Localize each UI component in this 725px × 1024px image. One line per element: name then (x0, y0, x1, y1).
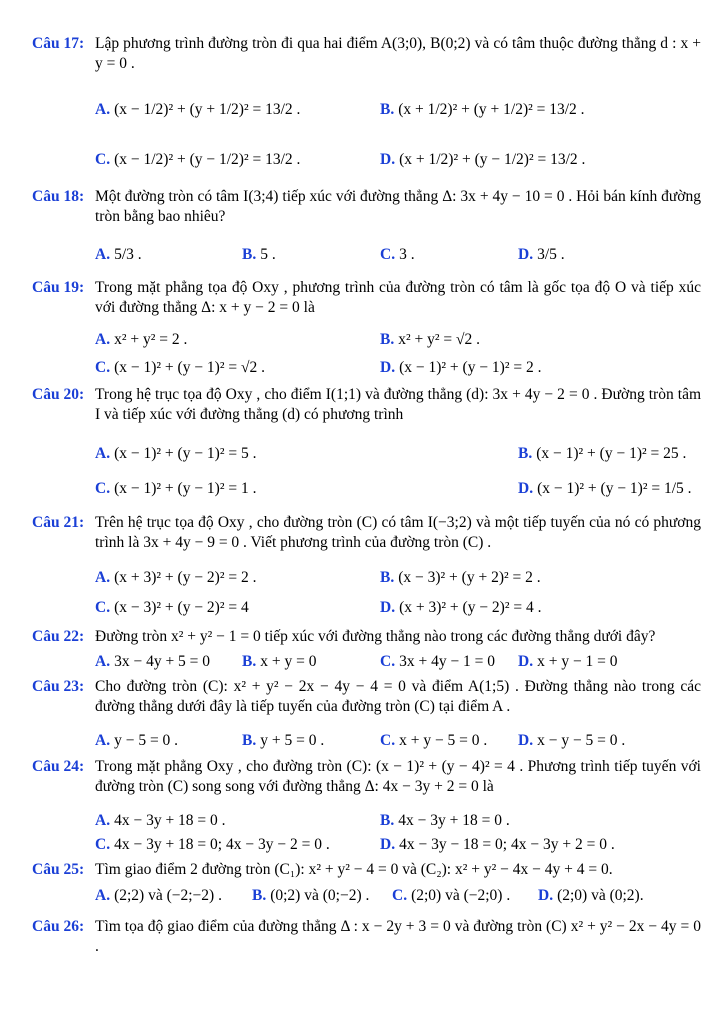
option-d (380, 358, 541, 378)
option-c (95, 479, 256, 499)
option-label: D. (380, 151, 396, 168)
option-label: C. (95, 599, 111, 616)
option-label: A. (95, 887, 111, 904)
question-label: Câu 20: (32, 386, 85, 403)
question-24 (32, 757, 701, 803)
question-text: Một đường tròn có tâm I(3;4) tiếp xúc với đường thẳng Δ: 3x + 4y − 10 = 0 . Hỏi bán kính đường tròn bằng bao nhiêu? (95, 188, 701, 225)
option-label: B. (380, 101, 395, 118)
option-label: D. (380, 599, 396, 616)
question-label: Câu 22: (32, 628, 85, 645)
question-22 (32, 627, 701, 649)
option-d (380, 150, 585, 170)
option-text: (x − 1)² + (y − 1)² = 1/5 . (537, 480, 692, 497)
question-label: Câu 18: (32, 188, 85, 205)
option-text: 3x + 4y − 1 = 0 (399, 653, 496, 670)
option-label: C. (95, 480, 111, 497)
option-text: 3x − 4y + 5 = 0 (114, 653, 211, 670)
option-b (380, 568, 541, 588)
option-c (380, 245, 415, 265)
option-text: (x − 1)² + (y − 1)² = 5 . (114, 445, 257, 462)
question-18 (32, 187, 701, 233)
option-label: C. (392, 887, 408, 904)
option-label: B. (242, 246, 257, 263)
option-d (518, 731, 625, 751)
option-label: B. (380, 331, 395, 348)
option-label: A. (95, 331, 111, 348)
question-17 (32, 34, 701, 80)
option-label: B. (380, 569, 395, 586)
option-c (95, 358, 265, 378)
option-label: D. (380, 359, 396, 376)
option-label: A. (95, 812, 111, 829)
option-text: 3 . (399, 246, 415, 263)
option-a (95, 568, 256, 588)
option-a (95, 245, 142, 265)
option-d (538, 886, 644, 906)
option-text: x² + y² = 2 . (114, 331, 188, 348)
option-d (380, 598, 541, 618)
option-d (518, 479, 692, 499)
question-text: Trong mặt phẳng Oxy , cho đường tròn (C): (x − 1)² + (y − 4)² = 4 . Phương trình tiếp tuyến với đường tròn (C) song song với đường thẳng Δ: 4x − 3y + 2 = 0 là (95, 758, 701, 795)
option-text: (2;2) và (−2;−2) . (114, 887, 222, 904)
question-text: Trên hệ trục tọa độ Oxy , cho đường tròn (C) có tâm I(−3;2) và một tiếp tuyến của nó có phương trình là 3x + 4y − 9 = 0 . Viết phương trình của đường tròn (C) . (95, 514, 701, 551)
question-label: Câu 24: (32, 758, 85, 775)
option-text: 4x − 3y − 18 = 0; 4x − 3y + 2 = 0 . (399, 836, 615, 853)
question-label: Câu 23: (32, 678, 85, 695)
option-label: C. (380, 653, 396, 670)
question-26 (32, 917, 701, 963)
option-d (518, 245, 565, 265)
option-label: B. (252, 887, 267, 904)
question-label: Câu 17: (32, 35, 85, 52)
option-text: x − y − 5 = 0 . (537, 732, 626, 749)
option-text: x² + y² = √2 . (398, 331, 481, 348)
question-23 (32, 677, 701, 723)
question-21 (32, 513, 701, 559)
option-b (518, 444, 686, 464)
option-text: (x − 1)² + (y − 1)² = 25 . (536, 445, 687, 462)
option-label: B. (380, 812, 395, 829)
option-text: (x − 1/2)² + (y − 1/2)² = 13/2 . (114, 151, 301, 168)
option-text: (2;0) và (0;2). (557, 887, 644, 904)
option-text: (x + 3)² + (y − 2)² = 2 . (114, 569, 257, 586)
option-a (95, 100, 300, 120)
option-d (380, 835, 615, 855)
option-c (380, 731, 487, 751)
option-text: (x − 3)² + (y − 2)² = 4 (114, 599, 249, 616)
option-b (252, 886, 369, 906)
option-d (518, 652, 618, 672)
question-label: Câu 21: (32, 514, 85, 531)
option-label: A. (95, 101, 111, 118)
option-text: (x − 3)² + (y + 2)² = 2 . (398, 569, 541, 586)
option-c (95, 598, 249, 618)
option-label: D. (518, 732, 534, 749)
option-text: 5/3 . (114, 246, 142, 263)
option-text: y + 5 = 0 . (260, 732, 325, 749)
option-text: x + y = 0 (260, 653, 317, 670)
option-text: x + y − 1 = 0 (537, 653, 618, 670)
option-label: C. (380, 246, 396, 263)
option-label: D. (518, 480, 534, 497)
option-label: C. (95, 151, 111, 168)
option-b (380, 100, 585, 120)
question-text: Đường tròn x² + y² − 1 = 0 tiếp xúc với đường thẳng nào trong các đường thẳng dưới đây? (95, 628, 656, 645)
question-text: Lập phương trình đường tròn đi qua hai điểm A(3;0), B(0;2) và có tâm thuộc đường thẳng d : x + y = 0 . (95, 35, 701, 72)
option-text: 4x − 3y + 18 = 0 . (398, 812, 510, 829)
option-a (95, 444, 256, 464)
option-text: (x − 1)² + (y − 1)² = 1 . (114, 480, 257, 497)
option-text: x + y − 5 = 0 . (399, 732, 488, 749)
option-text: (2;0) và (−2;0) . (411, 887, 511, 904)
option-text: 4x − 3y + 18 = 0; 4x − 3y − 2 = 0 . (114, 836, 330, 853)
option-text: (0;2) và (0;−2) . (270, 887, 370, 904)
option-text: (x + 3)² + (y − 2)² = 4 . (399, 599, 542, 616)
option-c (392, 886, 510, 906)
option-b (380, 811, 510, 831)
option-text: (x + 1/2)² + (y − 1/2)² = 13/2 . (399, 151, 586, 168)
option-a (95, 330, 187, 350)
option-b (242, 245, 276, 265)
question-text: Trong mặt phẳng tọa độ Oxy , phương trình của đường tròn có tâm là gốc tọa độ O và tiếp xúc với đường thẳng Δ: x + y − 2 = 0 là (95, 279, 701, 316)
question-text: Tìm giao điểm 2 đường tròn (C₁): x² + y² − 4 = 0 và (C₂): x² + y² − 4x − 4y + 4 = 0. (95, 861, 613, 878)
question-25 (32, 860, 701, 882)
question-text: Cho đường tròn (C): x² + y² − 2x − 4y − 4 = 0 và điểm A(1;5) . Đường thẳng nào trong các đường thẳng dưới đây là tiếp tuyến của đường tròn (C) tại điểm A . (95, 678, 701, 715)
option-label: A. (95, 732, 111, 749)
option-label: B. (242, 653, 257, 670)
option-a (95, 811, 226, 831)
question-20 (32, 385, 701, 431)
question-text: Trong hệ trục tọa độ Oxy , cho điểm I(1;1) và đường thẳng (d): 3x + 4y − 2 = 0 . Đường tròn tâm I và tiếp xúc với đường thẳng (d) có phương trình (95, 386, 701, 423)
option-label: A. (95, 246, 111, 263)
option-b (242, 731, 324, 751)
question-label: Câu 19: (32, 279, 85, 296)
option-b (380, 330, 480, 350)
option-a (95, 731, 178, 751)
option-label: C. (380, 732, 396, 749)
question-label: Câu 25: (32, 861, 85, 878)
option-label: D. (538, 887, 554, 904)
option-label: A. (95, 445, 111, 462)
question-19 (32, 278, 701, 324)
option-text: (x − 1)² + (y − 1)² = 2 . (399, 359, 542, 376)
option-c (380, 652, 495, 672)
option-text: (x − 1)² + (y − 1)² = √2 . (114, 359, 265, 376)
option-a (95, 886, 222, 906)
option-label: C. (95, 359, 111, 376)
question-label: Câu 26: (32, 918, 85, 935)
option-label: C. (95, 836, 111, 853)
option-label: B. (518, 445, 533, 462)
option-text: (x + 1/2)² + (y + 1/2)² = 13/2 . (398, 101, 585, 118)
option-c (95, 150, 300, 170)
option-label: B. (242, 732, 257, 749)
option-text: y − 5 = 0 . (114, 732, 179, 749)
option-c (95, 835, 330, 855)
option-text: 3/5 . (537, 246, 565, 263)
option-label: D. (380, 836, 396, 853)
option-label: D. (518, 246, 534, 263)
option-text: 4x − 3y + 18 = 0 . (114, 812, 226, 829)
option-text: 5 . (260, 246, 276, 263)
option-a (95, 652, 210, 672)
option-label: A. (95, 653, 111, 670)
question-text: Tìm tọa độ giao điểm của đường thẳng Δ : x − 2y + 3 = 0 và đường tròn (C) x² + y² − 2x − 4y = 0 . (95, 918, 701, 955)
option-label: D. (518, 653, 534, 670)
option-b (242, 652, 316, 672)
option-label: A. (95, 569, 111, 586)
option-text: (x − 1/2)² + (y + 1/2)² = 13/2 . (114, 101, 301, 118)
